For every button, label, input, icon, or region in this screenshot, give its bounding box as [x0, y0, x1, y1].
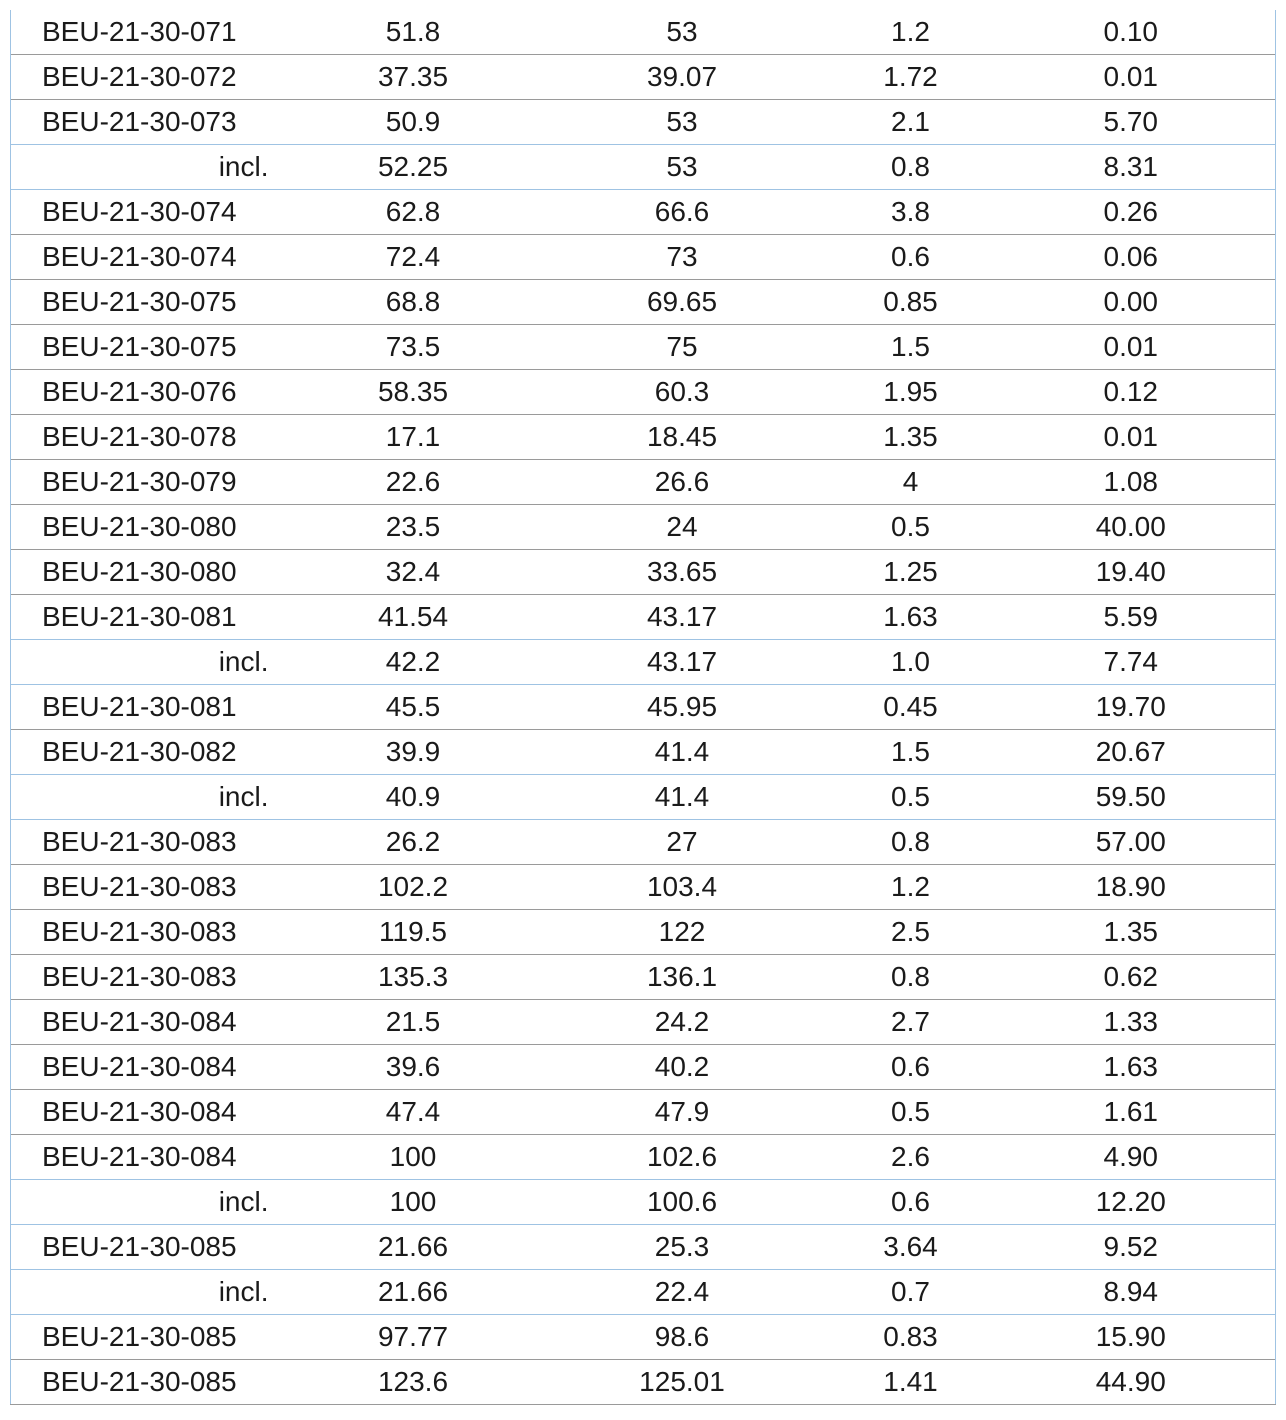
to-cell: 136.1: [530, 955, 835, 1000]
table-row: [11, 280, 1276, 325]
table-row: [11, 415, 1276, 460]
from-cell: 51.8: [385, 16, 441, 47]
from-cell: 41.54: [297, 595, 530, 640]
table-row: [11, 820, 1276, 865]
grade-cell: 0.00: [987, 280, 1276, 325]
to-cell: 40.2: [530, 1045, 835, 1090]
length-cell: 2.5: [835, 910, 987, 955]
length-cell: 0.7: [835, 1270, 987, 1315]
hole-id-cell: BEU-21-30-084: [11, 1000, 297, 1045]
to-cell: 125.01: [530, 1360, 835, 1405]
to-cell: 43.17: [530, 640, 835, 685]
length-cell: 0.6: [835, 1045, 987, 1090]
table-row: [11, 190, 1276, 235]
length-cell: 0.5: [835, 775, 987, 820]
hole-id-cell: incl.: [11, 775, 297, 820]
grade-cell: 4.90: [987, 1135, 1276, 1180]
from-cell: 62.8: [297, 190, 530, 235]
from-cell: 102.2: [297, 865, 530, 910]
length-cell: 1.5: [835, 730, 987, 775]
grade-cell: 19.70: [987, 685, 1276, 730]
hole-id-cell: BEU-21-30-083: [11, 865, 297, 910]
to-cell: 66.6: [530, 190, 835, 235]
grade-cell: 1.35: [987, 910, 1276, 955]
length-cell: 2.6: [835, 1135, 987, 1180]
grade-cell: 57.00: [987, 820, 1276, 865]
grade-cell: 15.90: [987, 1315, 1276, 1360]
hole-id-cell: BEU-21-30-083: [11, 910, 297, 955]
table-row: [11, 685, 1276, 730]
table-row: [11, 1315, 1276, 1360]
to-cell: 41.4: [530, 730, 835, 775]
table-row-included-interval: [11, 640, 1276, 685]
length-cell: 0.6: [835, 235, 987, 280]
table-row: [11, 235, 1276, 280]
length-cell: 2.1: [835, 100, 987, 145]
hole-id-cell: BEU-21-30-075: [11, 325, 297, 370]
grade-cell: 0.26: [987, 190, 1276, 235]
drill-results-table: [10, 10, 1276, 1405]
to-cell: 53: [530, 145, 835, 190]
length-cell: 1.0: [835, 640, 987, 685]
grade-cell: 59.50: [987, 775, 1276, 820]
table-row: [11, 1135, 1276, 1180]
grade-cell: 0.12: [987, 370, 1276, 415]
from-cell: 72.4: [297, 235, 530, 280]
from-cell: 37.35: [297, 55, 530, 100]
table-row: [11, 370, 1276, 415]
grade-cell: 8.94: [987, 1270, 1276, 1315]
from-cell: 42.2: [297, 640, 530, 685]
to-cell: 27: [530, 820, 835, 865]
from-cell: 68.8: [297, 280, 530, 325]
table-row: [11, 955, 1276, 1000]
table-row: [11, 1360, 1276, 1405]
to-cell: 24: [530, 505, 835, 550]
hole-id-cell: incl.: [11, 1180, 297, 1225]
grade-cell: 0.01: [987, 415, 1276, 460]
grade-cell: 8.31: [987, 145, 1276, 190]
from-cell: 135.3: [297, 955, 530, 1000]
from-cell: 100: [297, 1135, 530, 1180]
grade-cell: 44.90: [987, 1360, 1276, 1405]
from-cell: 73.5: [297, 325, 530, 370]
from-cell: 26.2: [297, 820, 530, 865]
to-cell: 18.45: [530, 415, 835, 460]
length-cell: 1.41: [835, 1360, 987, 1405]
from-cell: 21.66: [297, 1225, 530, 1270]
table-row: [11, 910, 1276, 955]
from-cell: 21.5: [297, 1000, 530, 1045]
hole-id-cell: BEU-21-30-076: [11, 370, 297, 415]
hole-id-cell: BEU-21-30-085: [11, 1225, 297, 1270]
grade-cell: 1.63: [987, 1045, 1276, 1090]
grade-cell: 12.20: [987, 1180, 1276, 1225]
table-row: [11, 10, 1276, 55]
table-row: [11, 1000, 1276, 1045]
to-cell: 53: [530, 100, 835, 145]
to-cell: 98.6: [530, 1315, 835, 1360]
to-cell: 24.2: [530, 1000, 835, 1045]
hole-id-cell: BEU-21-30-084: [11, 1045, 297, 1090]
to-cell: 122: [530, 910, 835, 955]
hole-id-cell: BEU-21-30-081: [11, 685, 297, 730]
to-cell: 43.17: [530, 595, 835, 640]
to-cell: 103.4: [530, 865, 835, 910]
grade-cell: 0.01: [987, 325, 1276, 370]
from-cell: 47.4: [297, 1090, 530, 1135]
hole-id-cell: BEU-21-30-084: [11, 1090, 297, 1135]
from-cell: 40.9: [297, 775, 530, 820]
table-row-included-interval: [11, 1270, 1276, 1315]
from-cell: 52.25: [297, 145, 530, 190]
to-cell: 39.07: [530, 55, 835, 100]
hole-id-cell: incl.: [11, 1270, 297, 1315]
grade-cell: 1.61: [987, 1090, 1276, 1135]
length-cell: 1.95: [835, 370, 987, 415]
hole-id-cell: BEU-21-30-075: [11, 280, 297, 325]
length-cell: 4: [835, 460, 987, 505]
from-cell: 97.77: [297, 1315, 530, 1360]
to-cell: 22.4: [530, 1270, 835, 1315]
to-cell: 33.65: [530, 550, 835, 595]
grade-cell: 5.59: [987, 595, 1276, 640]
grade-cell: 40.00: [987, 505, 1276, 550]
hole-id-cell: incl.: [11, 145, 297, 190]
table-row-included-interval: [11, 775, 1276, 820]
from-cell: 23.5: [297, 505, 530, 550]
hole-id-cell: BEU-21-30-073: [11, 100, 297, 145]
from-cell: 22.6: [297, 460, 530, 505]
from-cell: 100: [297, 1180, 530, 1225]
hole-id-cell: BEU-21-30-080: [11, 550, 297, 595]
grade-cell: 9.52: [987, 1225, 1276, 1270]
from-cell: 58.35: [297, 370, 530, 415]
table-row: [11, 550, 1276, 595]
hole-id-cell: BEU-21-30-071: [11, 10, 297, 55]
to-cell: 41.4: [530, 775, 835, 820]
from-cell: 45.5: [297, 685, 530, 730]
to-cell: 102.6: [530, 1135, 835, 1180]
length-cell: 1.2: [891, 16, 930, 47]
table-row: [11, 325, 1276, 370]
grade-cell: 1.08: [987, 460, 1276, 505]
length-cell: 0.83: [835, 1315, 987, 1360]
to-cell: 25.3: [530, 1225, 835, 1270]
length-cell: 0.85: [835, 280, 987, 325]
table-row: [11, 1225, 1276, 1270]
grade-cell: 20.67: [987, 730, 1276, 775]
grade-cell: 5.70: [987, 100, 1276, 145]
table-row: [11, 595, 1276, 640]
to-cell: 45.95: [530, 685, 835, 730]
from-cell: 21.66: [297, 1270, 530, 1315]
length-cell: 0.6: [835, 1180, 987, 1225]
from-cell: 39.6: [297, 1045, 530, 1090]
hole-id-cell: BEU-21-30-082: [11, 730, 297, 775]
to-cell: 100.6: [530, 1180, 835, 1225]
grade-cell: 0.01: [987, 55, 1276, 100]
table-row: [11, 505, 1276, 550]
hole-id-cell: BEU-21-30-083: [11, 820, 297, 865]
table-row: [11, 100, 1276, 145]
hole-id-cell: BEU-21-30-079: [11, 460, 297, 505]
table-row-included-interval: [11, 1180, 1276, 1225]
to-cell: 69.65: [530, 280, 835, 325]
hole-id-cell: BEU-21-30-081: [11, 595, 297, 640]
grade-cell: 0.62: [987, 955, 1276, 1000]
grade-cell: 1.33: [987, 1000, 1276, 1045]
hole-id-cell: BEU-21-30-080: [11, 505, 297, 550]
hole-id-cell: BEU-21-30-074: [11, 235, 297, 280]
table-row-included-interval: [11, 145, 1276, 190]
length-cell: 0.8: [835, 955, 987, 1000]
length-cell: 1.25: [835, 550, 987, 595]
table-row: [11, 460, 1276, 505]
hole-id-cell: BEU-21-30-074: [11, 190, 297, 235]
length-cell: 1.72: [835, 55, 987, 100]
hole-id-cell: BEU-21-30-078: [11, 415, 297, 460]
hole-id-cell: BEU-21-30-084: [11, 1135, 297, 1180]
length-cell: 0.8: [835, 145, 987, 190]
length-cell: 1.35: [835, 415, 987, 460]
hole-id-cell: BEU-21-30-072: [11, 55, 297, 100]
from-cell: 39.9: [297, 730, 530, 775]
hole-id-cell: BEU-21-30-085: [11, 1315, 297, 1360]
length-cell: 0.5: [835, 1090, 987, 1135]
table-row: [11, 1045, 1276, 1090]
length-cell: 1.5: [835, 325, 987, 370]
length-cell: 0.5: [835, 505, 987, 550]
hole-id-cell: incl.: [11, 640, 297, 685]
grade-cell: 19.40: [987, 550, 1276, 595]
from-cell: 32.4: [297, 550, 530, 595]
grade-cell: 0.10: [987, 10, 1276, 55]
length-cell: 2.7: [835, 1000, 987, 1045]
to-cell: 47.9: [530, 1090, 835, 1135]
to-cell: 26.6: [530, 460, 835, 505]
hole-id-cell: BEU-21-30-083: [11, 955, 297, 1000]
to-cell: 60.3: [530, 370, 835, 415]
from-cell: 17.1: [297, 415, 530, 460]
to-cell: 53: [666, 16, 698, 47]
hole-id-cell: BEU-21-30-085: [11, 1360, 297, 1405]
length-cell: 1.63: [835, 595, 987, 640]
length-cell: 0.8: [835, 820, 987, 865]
drill-results-table-wrapper: [10, 10, 1275, 1405]
from-cell: 123.6: [297, 1360, 530, 1405]
from-cell: 50.9: [297, 100, 530, 145]
table-body: [11, 10, 1276, 1405]
table-row: [11, 55, 1276, 100]
table-row: [11, 1090, 1276, 1135]
length-cell: 3.8: [835, 190, 987, 235]
table-row: [11, 730, 1276, 775]
grade-cell: 18.90: [987, 865, 1276, 910]
from-cell: 119.5: [297, 910, 530, 955]
length-cell: 0.45: [835, 685, 987, 730]
to-cell: 73: [530, 235, 835, 280]
to-cell: 75: [530, 325, 835, 370]
length-cell: 1.2: [835, 865, 987, 910]
length-cell: 3.64: [835, 1225, 987, 1270]
grade-cell: 0.06: [987, 235, 1276, 280]
grade-cell: 7.74: [987, 640, 1276, 685]
table-row: [11, 865, 1276, 910]
